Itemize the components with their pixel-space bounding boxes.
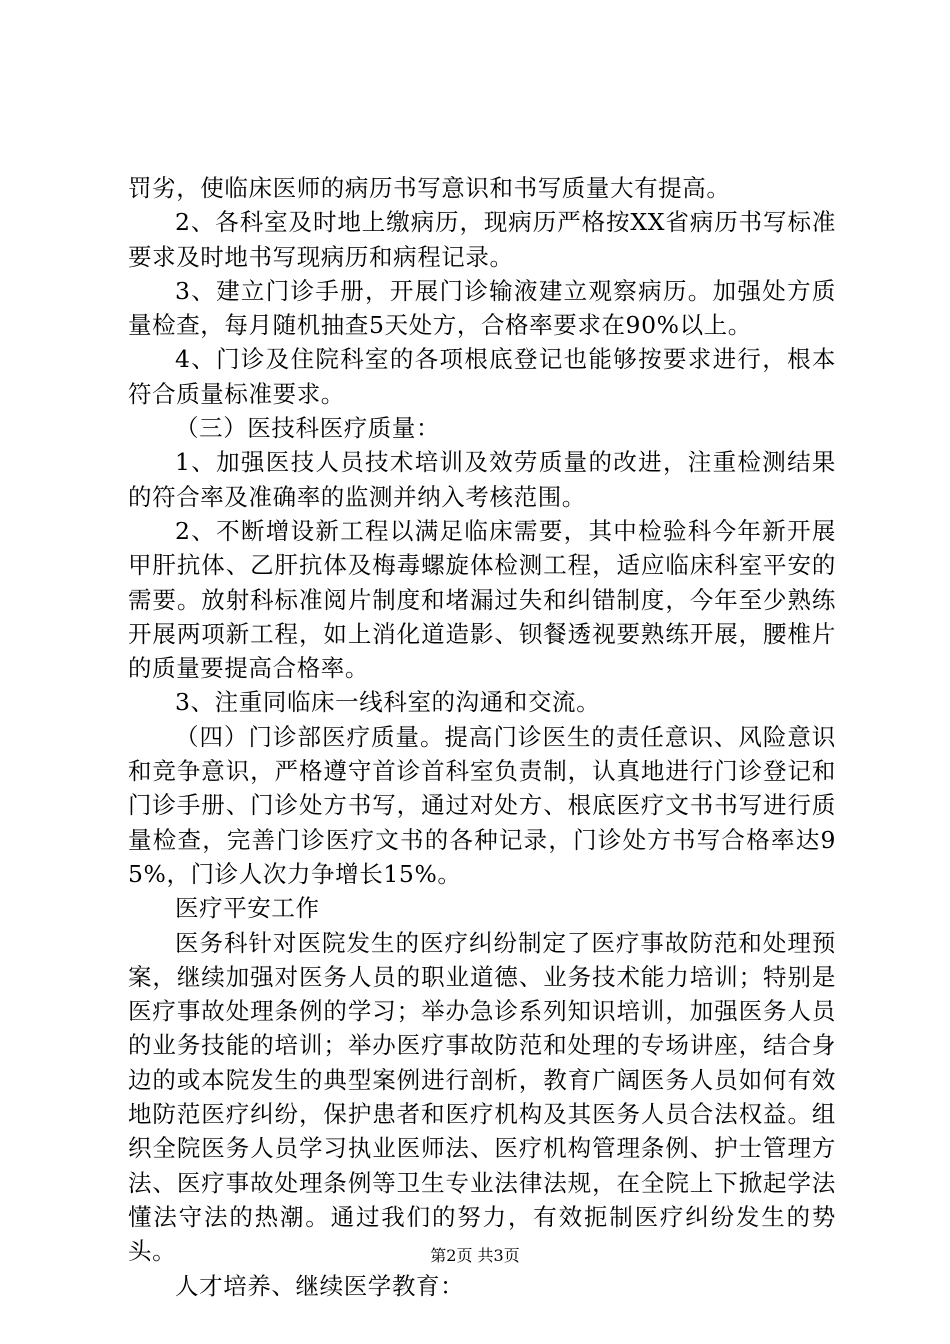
paragraph-tech-item-1: 1、加强医技人员技术培训及效劳质量的改进，注重检测结果的符合率及准确率的监测并纳入考核范围。 xyxy=(128,448,836,511)
paragraph-item-3-outpatient-manual: 3、建立门诊手册，开展门诊输液建立观察病历。加强处方质量检查，每月随机抽查5天处方，合格率要求在90%以上。 xyxy=(128,276,836,340)
page-number-footer: 第2页 共3页 xyxy=(430,1246,520,1265)
paragraph-tech-item-3: 3、注重同临床一线科室的沟通和交流。 xyxy=(175,688,601,717)
paragraph-item-4-registration: 4、门诊及住院科室的各项根底登记也能够按要求进行，根本符合质量标准要求。 xyxy=(128,345,836,408)
paragraph-outpatient-quality: （四）门诊部医疗质量。提高门诊医生的责任意识、风险意识和竞争意识，严格遵守首诊首科室负责制，认真地进行门诊登记和门诊手册、门诊处方书写，通过对处方、根底医疗文书书写进行质量检查，完善门诊医疗文书的各种记录，门诊处方书写合格率达95%，门诊人次力争增长15%。 xyxy=(128,722,836,888)
section-heading-talent-training: 人才培养、继续医学教育： xyxy=(175,1271,465,1300)
section-heading-medical-tech: （三）医技科医疗质量： xyxy=(175,414,441,443)
paragraph-continuation: 罚劣，使临床医师的病历书写意识和书写质量大有提高。 xyxy=(128,174,731,202)
paragraph-tech-item-2: 2、不断增设新工程以满足临床需要，其中检验科今年新开展甲肝抗体、乙肝抗体及梅毒螺旋体检测工程，适应临床科室平安的需要。放射科标准阅片制度和堵漏过失和纠错制度，今年至少熟练开展两项新工程，如上消化道造影、钡餐透视要熟练开展，腰椎片的质量要提高合格率。 xyxy=(128,516,836,683)
paragraph-medical-safety: 医务科针对医院发生的医疗纠纷制定了医疗事故防范和处理预案，继续加强对医务人员的职业道德、业务技术能力培训；特别是医疗事故处理条例的学习；举办急诊系列知识培训，加强医务人员的业务技能的培训；举办医疗事故防范和处理的专场讲座，结合身边的或本院发生的典型案例进行剖析，教育广阔医务人员如何有效地防范医疗纠纷，保护患者和医疗机构及其医务人员合法权益。组织全院医务人员学习执业医师法、医疗机构管理条例、护士管理方法、医疗事故处理条例等卫生专业法律法规，在全院上下掀起学法懂法守法的热潮。通过我们的努力，有效扼制医疗纠纷发生的势头。 xyxy=(128,928,836,1266)
document-body xyxy=(128,171,836,1303)
section-heading-medical-safety: 医疗平安工作 xyxy=(175,894,320,923)
paragraph-item-2-records: 2、各科室及时地上缴病历，现病历严格按XX省病历书写标准要求及时地书写现病历和病程记录。 xyxy=(128,208,836,271)
